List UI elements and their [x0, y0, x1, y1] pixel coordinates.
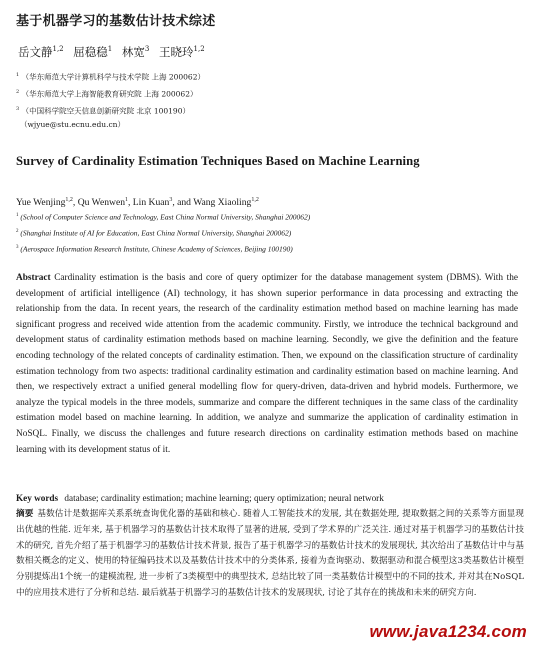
author-name: 王晓玲: [159, 45, 194, 59]
keywords: [16, 493, 518, 503]
english-abstract: [16, 271, 518, 458]
affil-marker: 3: [16, 245, 19, 250]
keywords-label: Key words: [16, 493, 59, 503]
author-affil-marker: 3: [144, 45, 150, 54]
author-name: 屈稳稳: [73, 45, 108, 59]
author-name: Lin Kuan: [132, 197, 170, 209]
abstract-text: Cardinality estimation is the basis and core of query optimizer for the database management system (DBMS). With the development of artificial intelligence (AI) technology, it has shown superior performance in data processing and extracting the relationship from the data. In recent years, the research of the cardinality estimation method based on machine learning has made significant progress and received wide attention from the academic community. Firstly, we introduce the technical background and development status of cardinality estimation methods based on machine learning. Secondly, we give the definition and the feature encoding technology of the related concepts of cardinality estimation. Then, we expound on the classification structure of cardinality estimation technology from two aspects: traditional cardinality estimation and cardinality estimation based on machine learning. And then, we respectively extract a unified general modelling flow for query-driven, data-driven and hybrid models. Furthermore, we analyze the typical models in the three models, summarize and compare the different techniques in the same class of the cardinality estimation model based on machine learning. In addition, we analyze and summarize the application of cardinality estimation in NoSQL. Finally, we discuss the challenges and future research directions on cardinality estimation methods based on machine learning with its development status of it.: [16, 273, 518, 455]
chinese-abstract-text: 基数估计是数据库关系系统查询优化器的基础和核心. 随着人工智能技术的发展, 其在数据处理, 提取数据之间的关系等方面显现出优越的性能. 近年来, 基于机器学习的基数估计技术取得了显著的进展, 受到了学术界的广泛关注. 通过对基于机器学习的基数估计技术的研究, 首先介绍了基于机器学习的基数估计技术背景, 报告了基于机器学习的基数估计技术的发展现状, 其次给出了基数估计中与基数相关概念的定义、使用的特征编码技术以及基数估计技术中的分类体系, 接着为查询驱动、数据驱动和混合模型这3类基数估计模型分别提炼出1个统一的建模流程, 进一步析了3类模型中的典型技术, 总结比较了同一类基数估计模型中的不同的技术, 并对其在NoSQL中的应用技术进行了分析和总结. 最后就基于机器学习的基数估计技术的发展现状, 讨论了其存在的挑战和未来的研究方向.: [16, 509, 524, 598]
author-name: 林宽: [121, 45, 145, 59]
chinese-affiliation: [16, 70, 205, 83]
chinese-affiliation: [16, 104, 190, 117]
english-affiliation: [16, 211, 310, 223]
chinese-abstract: [16, 507, 524, 602]
author-affil-marker: 1,2: [52, 45, 64, 54]
author-affil-marker: 1: [125, 197, 128, 203]
author-email: （wjyue@stu.ecnu.edu.cn）: [20, 120, 125, 129]
author-separator: , and: [172, 197, 194, 209]
author-name: Qu Wenwen: [77, 197, 125, 209]
affil-marker: 1: [16, 72, 20, 78]
author-affil-marker: 1,2: [251, 197, 259, 203]
affil-text: (Shanghai Institute of AI for Education, East China Normal University, Shanghai 200062): [20, 228, 292, 238]
english-affiliation: [16, 227, 291, 239]
affil-marker: 1: [16, 213, 19, 218]
english-affiliation: [16, 243, 293, 255]
english-author-list: [16, 197, 259, 208]
chinese-author-list: [18, 44, 205, 60]
chinese-abstract-label: 摘要: [16, 509, 34, 519]
english-title: Survey of Cardinality Estimation Techniques Based on Machine Learning: [16, 154, 420, 168]
author-name: Wang Xiaoling: [193, 197, 252, 209]
affil-text: （华东师范大学计算机科学与技术学院 上海 200062）: [21, 72, 205, 82]
affil-text: （华东师范大学上海智能教育研究院 上海 200062）: [21, 89, 198, 99]
affil-text: （中国科学院空天信息创新研究院 北京 100190）: [21, 106, 190, 116]
affil-text: (School of Computer Science and Technology, East China Normal University, Shanghai 200062): [20, 212, 311, 222]
chinese-affiliation: [16, 87, 197, 100]
author-name: 岳文静: [18, 45, 53, 59]
watermark-url: www.java1234.com: [369, 622, 527, 641]
abstract-label: Abstract: [16, 273, 51, 283]
author-affil-marker: 3: [169, 197, 173, 203]
chinese-title: 基于机器学习的基数估计技术综述: [16, 14, 216, 29]
author-name: Yue Wenjing: [16, 197, 66, 209]
affil-text: (Aerospace Information Research Institute, Chinese Academy of Sciences, Beijing 100190): [20, 244, 293, 254]
author-separator: ,: [128, 197, 133, 209]
author-affil-marker: 1: [107, 45, 113, 54]
author-affil-marker: 1,2: [193, 45, 205, 54]
author-affil-marker: 1,2: [65, 197, 73, 203]
affil-marker: 2: [16, 89, 20, 95]
affil-marker: 3: [16, 106, 20, 112]
keywords-text: database; cardinality estimation; machine learning; query optimization; neural network: [64, 493, 384, 503]
author-separator: ,: [72, 197, 78, 209]
affil-marker: 2: [16, 229, 19, 234]
